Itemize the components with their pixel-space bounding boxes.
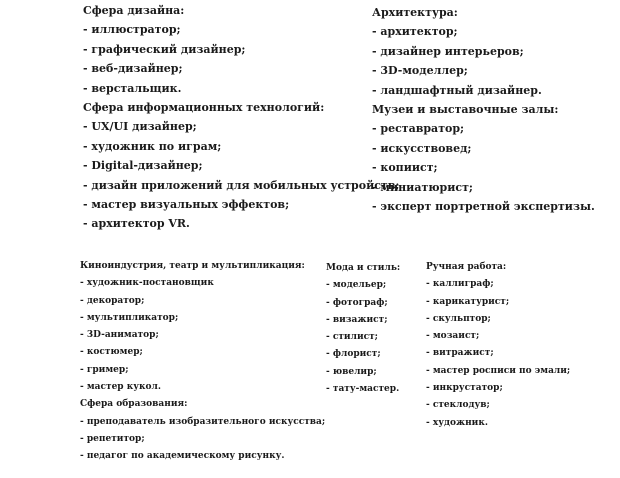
section-header-design: Сфера дизайна: xyxy=(83,4,185,17)
list-item: - мастер визуальных эффектов; xyxy=(83,197,290,211)
list-item: - визажист; xyxy=(326,314,388,325)
list-item: - витражист; xyxy=(426,348,494,359)
list-item: - тату-мастер. xyxy=(326,384,400,395)
section-header-architecture: Архитектура: xyxy=(372,6,458,19)
section-header-fashion: Мода и стиль: xyxy=(326,263,401,273)
list-item: - верстальщик. xyxy=(83,81,182,95)
list-item: - декоратор; xyxy=(80,295,145,306)
list-item: - реставратор; xyxy=(372,122,465,136)
column-architecture-museums xyxy=(372,3,595,216)
column-design-it xyxy=(83,1,399,234)
list-item: - художник по играм; xyxy=(83,139,222,153)
list-item: - дизайнер интерьеров; xyxy=(372,44,524,58)
list-item: - UX/UI дизайнер; xyxy=(83,120,197,134)
list-item: - инкрустатор; xyxy=(426,383,503,394)
list-item: - флорист; xyxy=(326,349,381,360)
list-item: - архитектор; xyxy=(372,25,458,39)
list-item: - мастер росписи по эмали; xyxy=(426,365,571,376)
list-item: - карикатурист; xyxy=(426,296,510,307)
list-item: - мастер кукол. xyxy=(80,382,161,393)
list-item: - костюмер; xyxy=(80,347,143,358)
list-item: - художник. xyxy=(426,417,488,428)
list-item: - педагог по академическому рисунку. xyxy=(80,451,285,462)
column-film-education xyxy=(80,258,325,466)
list-item: - мультипликатор; xyxy=(80,312,179,323)
list-item: - архитектор VR. xyxy=(83,217,190,231)
column-fashion xyxy=(326,260,400,398)
list-item: - ландшафтный дизайнер. xyxy=(372,83,542,97)
list-item: - графический дизайнер; xyxy=(83,42,246,56)
list-item: - Digital-дизайнер; xyxy=(83,159,203,173)
list-item: - копиист; xyxy=(372,161,438,175)
section-header-it: Сфера информационных технологий: xyxy=(83,100,325,114)
list-item: - модельер; xyxy=(326,280,387,291)
list-item: - искусствовед; xyxy=(372,141,472,155)
section-header-handwork: Ручная работа: xyxy=(426,262,507,272)
list-item: - репетитор; xyxy=(80,433,145,444)
list-item: - ювелир; xyxy=(326,366,377,377)
list-item: - миниатюрист; xyxy=(372,180,473,194)
list-item: - художник-постановщик xyxy=(80,278,214,289)
list-item: - фотограф; xyxy=(326,297,388,308)
list-item: - 3D-аниматор; xyxy=(80,330,159,341)
section-header-film: Киноиндустрия, театр и мультипликация: xyxy=(80,261,305,271)
list-item: - мозаист; xyxy=(426,331,480,342)
list-item: - веб-дизайнер; xyxy=(83,62,183,76)
list-item: - стилист; xyxy=(326,332,379,343)
list-item: - гример; xyxy=(80,364,129,375)
list-item: - 3D-моделлер; xyxy=(372,64,468,78)
list-item: - эксперт портретной экспертизы. xyxy=(372,199,595,213)
section-header-museums: Музеи и выставочные залы: xyxy=(372,102,559,116)
list-item: - стеклодув; xyxy=(426,400,490,411)
list-item: - дизайн приложений для мобильных устройств; xyxy=(83,178,400,192)
column-handwork xyxy=(426,259,570,432)
list-item: - иллюстратор; xyxy=(83,23,181,37)
list-item: - преподаватель изобразительного искусства; xyxy=(80,416,326,427)
list-item: - каллиграф; xyxy=(426,279,494,290)
section-header-education: Сфера образования: xyxy=(80,399,188,410)
list-item: - скульптор; xyxy=(426,313,491,324)
